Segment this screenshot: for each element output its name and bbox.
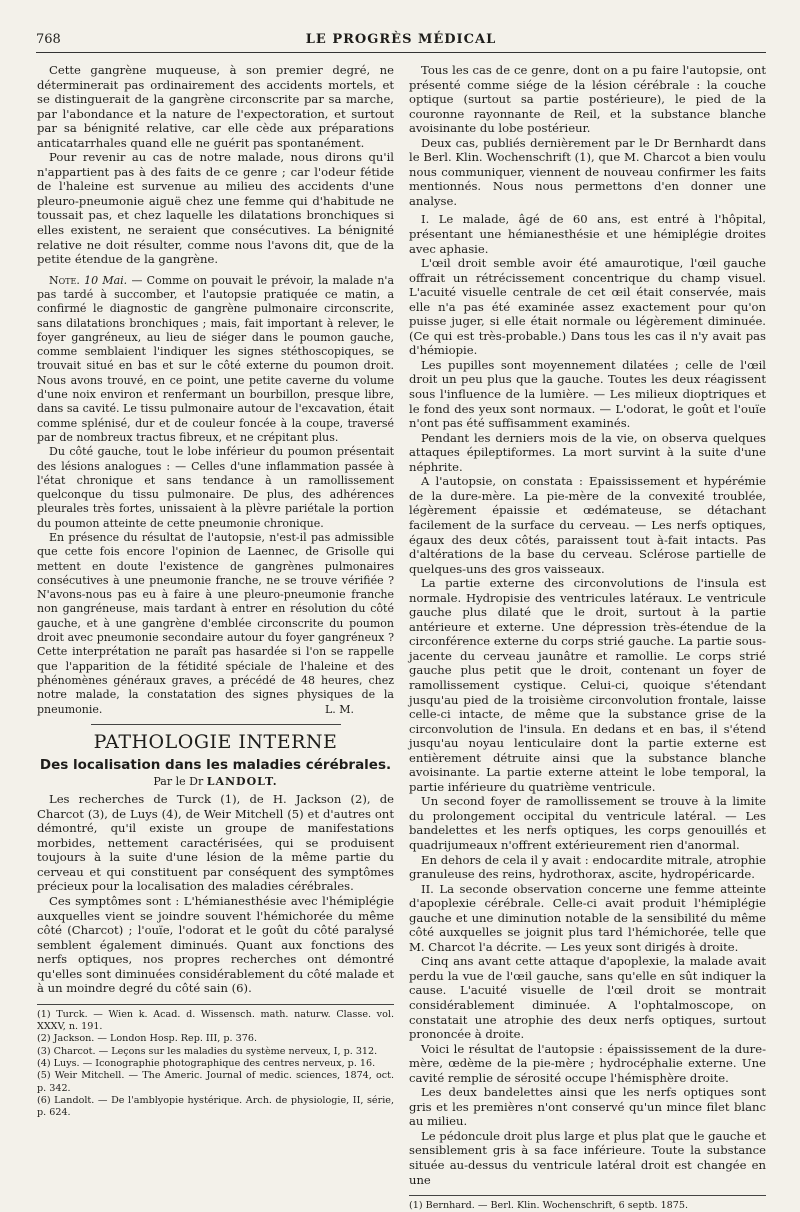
note-label: Note. — [49, 273, 80, 287]
page-number: 768 — [36, 32, 61, 47]
left-column — [37, 63, 394, 1119]
section-title: PATHOLOGIE INTERNE — [93, 731, 338, 754]
note-date: 10 Mai. — [84, 273, 128, 287]
paragraph: Voici le résultat de l'autopsie : épaississement de la dure-mère, œdème de la pie-mère ; hydrocéphalie externe. Une cavité remplie de sérosité occupe l'hémisphère droite. — [409, 1041, 766, 1085]
paragraph: I. Le malade, âgé de 60 ans, est entré à l'hôpital, présentant une hémianesthésie et une hémiplégie droites avec aphasie. — [409, 212, 766, 256]
paragraph: Cinq ans avant cette attaque d'apoplexie, la malade avait perdu la vue de l'œil gauche, sans qu'elle en sût indiquer la cause. L'acuité visuelle de l'œil droit se montrait considérablement diminuée. A l'ophtalmoscope, on constatait une atrophie des deux nerfs optiques, surtout prononcée à droite. — [409, 954, 766, 1042]
footnote: (4) Luys. — Iconographie photographique des centres nerveux, p. 16. — [37, 1058, 376, 1069]
footnote: (5) Weir Mitchell. — The Americ. Journal of medic. sciences, 1874, oct. p. 342. — [37, 1070, 394, 1094]
autopsy-note — [37, 274, 394, 718]
note-text: — Comme on pouvait le prévoir, la malade n'a pas tardé à succomber, et l'autopsie pratiquée ce matin, a confirmé le diagnostic de gangrène pulmonaire circonscrite, sans dilatations bronchiques ; mais, fait important à relever, le foyer gangréneux, au lieu de siéger dans le poumon gauche, comme semblaient l'indiquer les signes stéthoscopiques, se trouvait situé en bas et sur le côté externe du poumon droit. Nous avons trouvé, en ce point, une petite caverne du volume d'une noix environ et renfermant un bourbillon, presque libre, dans sa cavité. Le tissu pulmonaire autour de l'excavation, était comme splénisé, dur et de couleur foncée à la coupe, traversé par de nombreux tractus fibreux, et ne crépitant plus. — [37, 273, 395, 444]
paragraph: En dehors de cela il y avait : endocardite mitrale, atrophie granuleuse des reins, hydrothorax, ascite, hydropéricarde. — [409, 852, 766, 882]
footnote: (6) Landolt. — De l'amblyopie hystérique. Arch. de physiologie, II, série, p. 624. — [37, 1094, 394, 1119]
right-column — [409, 63, 766, 1212]
article-title: Des localisation dans les maladies cérébrales. — [39, 757, 392, 774]
paragraph: L'œil droit semble avoir été amaurotique, l'œil gauche offrait un rétrécissement concentrique du champ visuel. L'acuité visuelle centrale de cet œil était conservée, mais elle n'a pas été examinée assez exactement pour qu'on puisse juger, si elle était normale ou légèrement diminuée. (Ce qui est très-probable.) Dans tous les cas il n'y avait pas d'hémiopie. — [409, 256, 766, 358]
paragraph: Cette gangrène muqueuse, à son premier degré, ne déterminerait pas ordinairement des accidents mortels, et se distinguerait de la gangrène circonscrite par sa marche, par l'abondance et la nature de l'expectoration, et surtout par sa bénignité relative, car elle cède aux préparations anticatarrhales quand elle ne guérit pas spontanément. — [37, 63, 394, 150]
footnote-divider — [37, 1004, 394, 1005]
footnote: (1) Bernhard. — Berl. Klin. Wochenschrift, 6 septb. 1875. — [409, 1200, 689, 1212]
page-header — [36, 30, 766, 53]
author-name: LANDOLT. — [206, 775, 278, 789]
paragraph: Les recherches de Turck (1), de H. Jackson (2), de Charcot (3), de Luys (4), de Weir Mitchell (5) et d'autres ont démontré, qu'il existe un groupe de manifestations morbides, nettement caractérisées, qui se produisent toujours à la suite d'une lésion de la même partie du cerveau et qui constituent par conséquent des symptômes précieux pour la localisation des maladies cérébrales. — [37, 792, 394, 894]
footnote-divider — [409, 1195, 766, 1196]
paragraph: La partie externe des circonvolutions de l'insula est normale. Hydropisie des ventricules latéraux. Le ventricule gauche plus dilaté que le droit, surtout à la partie antérieure et externe. Une dépression très-étendue de la circonférence externe du corps strié gauche. La partie sous-jacente du cerveau jaunâtre et ramollie. Le corps strié gauche plus petit que le droit, contenant un foyer de ramollissement cystique. Celui-ci, quoique s'étendant jusqu'au pied de la troisième circonvolution frontale, laisse celle-ci intacte, de même que la substance grise de la circonvolution de l'insula. En dedans et en bas, il s'étend jusqu'au noyau lenticulaire dont la partie externe est entièrement détruite ainsi que la substance blanche avoisinante. La partie externe atteint le lobe temporal, la partie inférieure du quatrième ventricule. — [409, 576, 766, 794]
paragraph: Un second foyer de ramollissement se trouve à la limite du prolongement occipital du ventricule latéral. — Les bandelettes et les nerfs optiques, les corps genouillés et quadrijumeaux n'offrent extérieurement rien d'anormal. — [409, 794, 766, 852]
footnotes — [409, 1200, 766, 1212]
paragraph: Pour revenir au cas de notre malade, nous dirons qu'il n'appartient pas à des faits de ce genre ; car l'odeur fétide de l'haleine est survenue au milieu des accidents d'une pleuro-pneumonie aiguë chez une femme qui d'habitude ne toussait pas, et chez laquelle les dilatations bronchiques si elles existent, ne seraient que consécutives. La bénignité relative ne doit résulter, comme nous l'avons dit, que de la petite étendue de la gangrène. — [37, 150, 394, 267]
footnote: (1) Turck. — Wien k. Acad. d. Wissensch. math. naturw. Classe. vol. XXXV, n. 191. — [37, 1008, 394, 1033]
note-signature: L. M. — [324, 702, 354, 716]
note-paragraph: Du côté gauche, tout le lobe inférieur du poumon présentait des lésions analogues : — Celles d'une inflammation passée à l'état chronique et sans tendance à un ramollissement quelconque du tissu pulmonaire. De plus, des adhérences pleurales très fortes, unissaient à la plèvre pariétale la portion du poumon atteinte de cette pneumonie chronique. — [37, 445, 394, 530]
paragraph: Deux cas, publiés dernièrement par le Dr Bernhardt dans le Berl. Klin. Wochenschrift (1), que M. Charcot a bien voulu nous communiquer, viennent de nouveau confirmer les faits mentionnés. Nous nous permettons d'en donner une analyse. — [409, 135, 766, 208]
footnote: (2) Jackson. — London Hosp. Rep. III, p. 376. — [37, 1033, 258, 1045]
paragraph: Les pupilles sont moyennement dilatées ; celle de l'œil droit un peu plus que la gauche. Toutes les deux réagissent sous l'influence de la lumière. — Les milieux dioptriques et le fond des yeux sont normaux. — L'odorat, le goût et l'ouïe n'ont pas été suffisamment examinés. — [409, 357, 766, 431]
note-paragraph — [37, 274, 394, 446]
byline — [37, 774, 394, 789]
paragraph: Ces symptômes sont : L'hémianesthésie avec l'hémiplégie auxquelles vient se joindre souvent l'hémichorée du même côté (Charcot) ; l'ouïe, l'odorat et le goût du côté paralysé semblent également diminués. Quant aux fonctions des nerfs optiques, nos propres recherches ont démontré qu'elles sont diminuées considérablement du côté malade et à un moindre degré du côté sain (6). — [37, 893, 394, 996]
journal-title: LE PROGRÈS MÉDICAL — [305, 32, 497, 47]
paragraph: II. La seconde observation concerne une femme atteinte d'apoplexie cérébrale. Celle-ci avait produit l'hémiplégie gauche et une diminution notable de la sensibilité du même côté auxquelles se joignit plus tard l'hémichorée, telle que M. Charcot l'a décrite. — Les yeux sont dirigés à droite. — [409, 881, 766, 954]
footnote: (3) Charcot. — Leçons sur les maladies du système nerveux, I, p. 312. — [37, 1045, 378, 1057]
footnotes — [37, 1009, 394, 1120]
paragraph: Pendant les derniers mois de la vie, on observa quelques attaques épileptiformes. La mort survint à la suite d'une néphrite. — [409, 430, 766, 474]
paragraph: Tous les cas de ce genre, dont on a pu faire l'autopsie, ont présenté comme siége de la lésion cérébrale : la couche optique (surtout sa partie postérieure), le pied de la couronne rayonnante de Reil, et la substance blanche avoisinante du lobe postérieur. — [409, 63, 766, 136]
section-divider — [91, 724, 341, 725]
paragraph: A l'autopsie, on constata : Epaississement et hypérémie de la dure-mère. La pie-mère de la convexité troublée, légèrement épaissie et œdémateuse, se détachant facilement de la surface du cerveau. — Les nerfs optiques, égaux des deux côtés, paraissent tout à-fait intacts. Pas d'altérations de la base du cerveau. Sclérose partielle de quelques-uns des gros vaisseaux. — [409, 474, 766, 576]
paragraph: Le pédoncule droit plus large et plus plat que le gauche et sensiblement gris à sa face inférieure. Toute la substance située au-dessus du ventricule latéral droit est changée en une — [409, 1128, 766, 1187]
paragraph: Les deux bandelettes ainsi que les nerfs optiques sont gris et les premières n'ont conservé qu'un mince filet blanc au milieu. — [409, 1085, 766, 1129]
byline-prefix: Par le Dr — [153, 775, 204, 789]
note-paragraph: En présence du résultat de l'autopsie, n'est-il pas admissible que cette fois encore l'opinion de Laennec, de Grisolle qui mettent en doute l'existence de gangrènes pulmonaires consécutives à une pneumonie franche, ne se trouve vérifiée ? N'avons-nous pas eu à faire à une pleuro-pneumonie franche non gangréneuse, mais tardant à entrer en résolution du côté gauche, et à une gangrène d'emblée circonscrite du poumon droit avec pneumonie secondaire autour du foyer gangréneux ? Cette interprétation ne paraît pas hasardée si l'on se rappelle que l'apparition de la fétidité spéciale de l'haleine et des phénomènes généraux graves, a précédé de 48 heures, chez notre malade, la constatation des signes physiques de la pneumonie. — [37, 531, 394, 716]
